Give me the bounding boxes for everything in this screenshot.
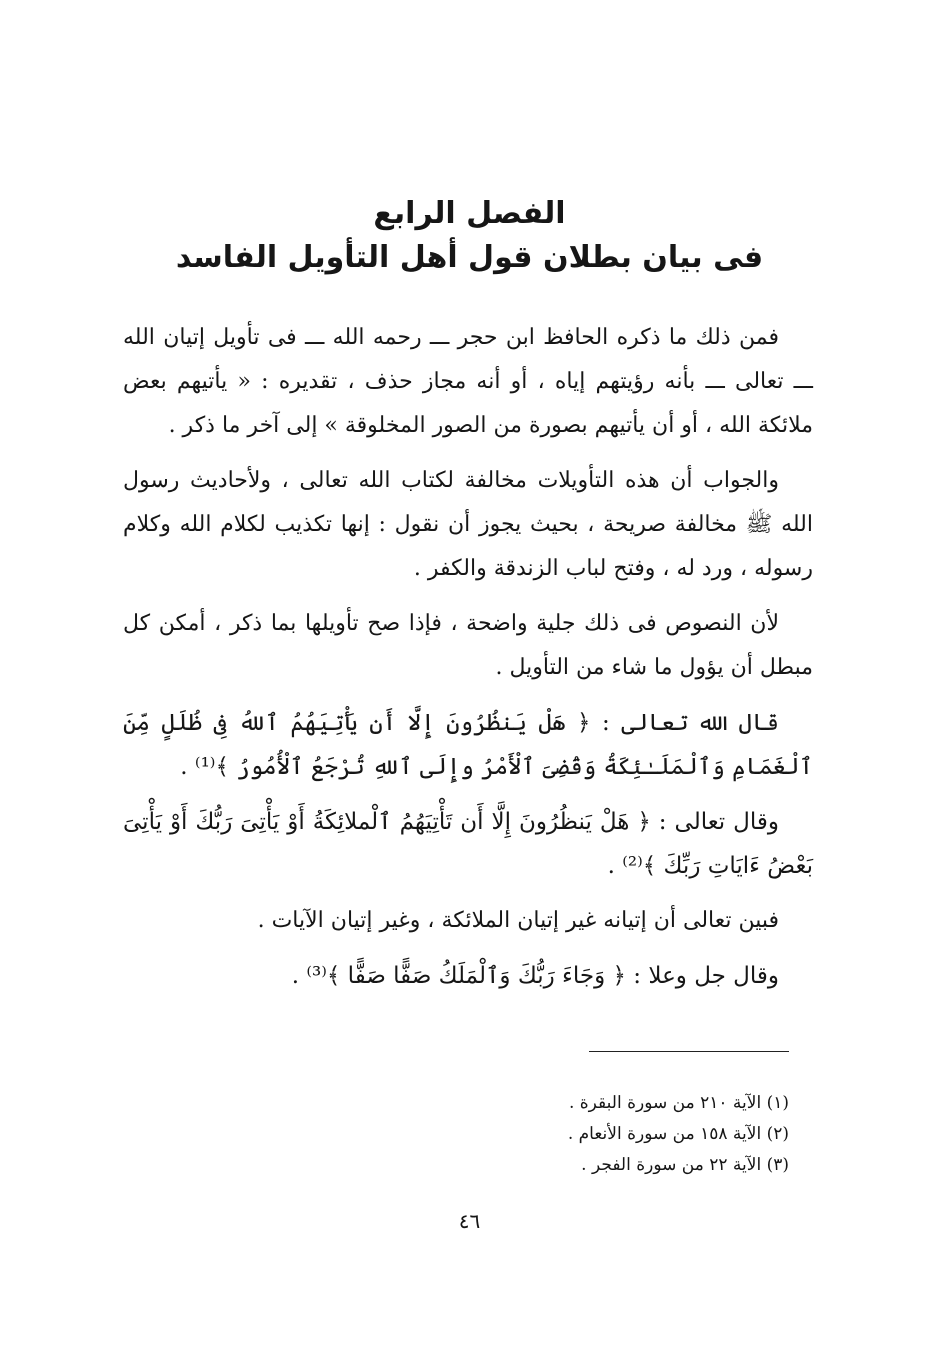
footnote-3: (٣) الآية ٢٢ من سورة الفجر .: [581, 1155, 789, 1175]
paragraph-reason: لأن النصوص فى ذلك جلية واضحة ، فإذا صح تأويلها بما ذكر ، أمكن كل مبطل أن يؤول ما شاء من التأويل .: [123, 611, 813, 680]
footnote-2: (٢) الآية ١٥٨ من سورة الأنعام .: [567, 1124, 789, 1144]
chapter-subtitle: فى بيان بطلان قول أهل التأويل الفاسد: [175, 240, 764, 275]
paragraph-response: والجواب أن هذه التأويلات مخالفة لكتاب الله تعالى ، ولأحاديث رسول الله ﷺ مخالفة صريحة ، بحيث يجوز أن نقول : إنها تكذيب لكلام الله وكلام رسوله ، ورد له ، وفتح لباب الزندقة والكفر .: [123, 468, 813, 581]
footnotes: [149, 1088, 789, 1181]
page-number: ٤٦: [458, 1209, 481, 1233]
footnote-1: (١) الآية ٢١٠ من سورة البقرة .: [568, 1093, 789, 1113]
body-text: [123, 316, 813, 1009]
paragraph-quran-baqarah: قال الله تعالى : ﴿ هَلْ يَنظُرُونَ إِلَّا أَن يَأْتِيَهُمُ ٱللهُ فِى ظُلَلٍ مِّنَ ٱلْغَمَامِ وَٱلْمَلَـٰئِكَةُ وَقُضِىَ ٱلْأَمْرُ وإِلَى ٱللهِ تُرْجَعُ ٱلْأُمُورُ ﴾⁽¹⁾ .: [123, 710, 813, 780]
footnote-divider: [589, 1051, 789, 1052]
paragraph-quran-fajr: وقال جل وعلا : ﴿ وَجَاءَ رَبُّكَ وَٱلْمَلَكُ صَفًّا صَفًّا ﴾⁽³⁾ .: [291, 963, 779, 989]
paragraph-tawil-ibn-hajar: فمن ذلك ما ذكره الحافظ ابن حجر ـــ رحمه الله ـــ فى تأويل إتيان الله ـــ تعالى ـــ بأنه رؤيتهم إياه ، أو أنه مجاز حذف ، تقديره : « يأتيهم بعض ملائكة الله ، أو أن يأتيهم بصورة من الصور المخلوقة » إلى آخر ما ذكر .: [123, 325, 813, 438]
paragraph-quran-anam: وقال تعالى : ﴿ هَلْ يَنظُرُونَ إِلَّا أَن تَأْتِيَهُمُ ٱلْملائِكَةُ أَوْ يَأْتِىَ رَبُّكَ أَوْ يَأْتِىَ بَعْضُ ءَايَاتِ رَبِّكَ ﴾⁽²⁾ .: [123, 809, 813, 879]
chapter-title: الفصل الرابع: [373, 196, 566, 231]
paragraph-explanation: فبين تعالى أن إتيانه غير إتيان الملائكة ، وغير إتيان الآيات .: [257, 908, 779, 933]
